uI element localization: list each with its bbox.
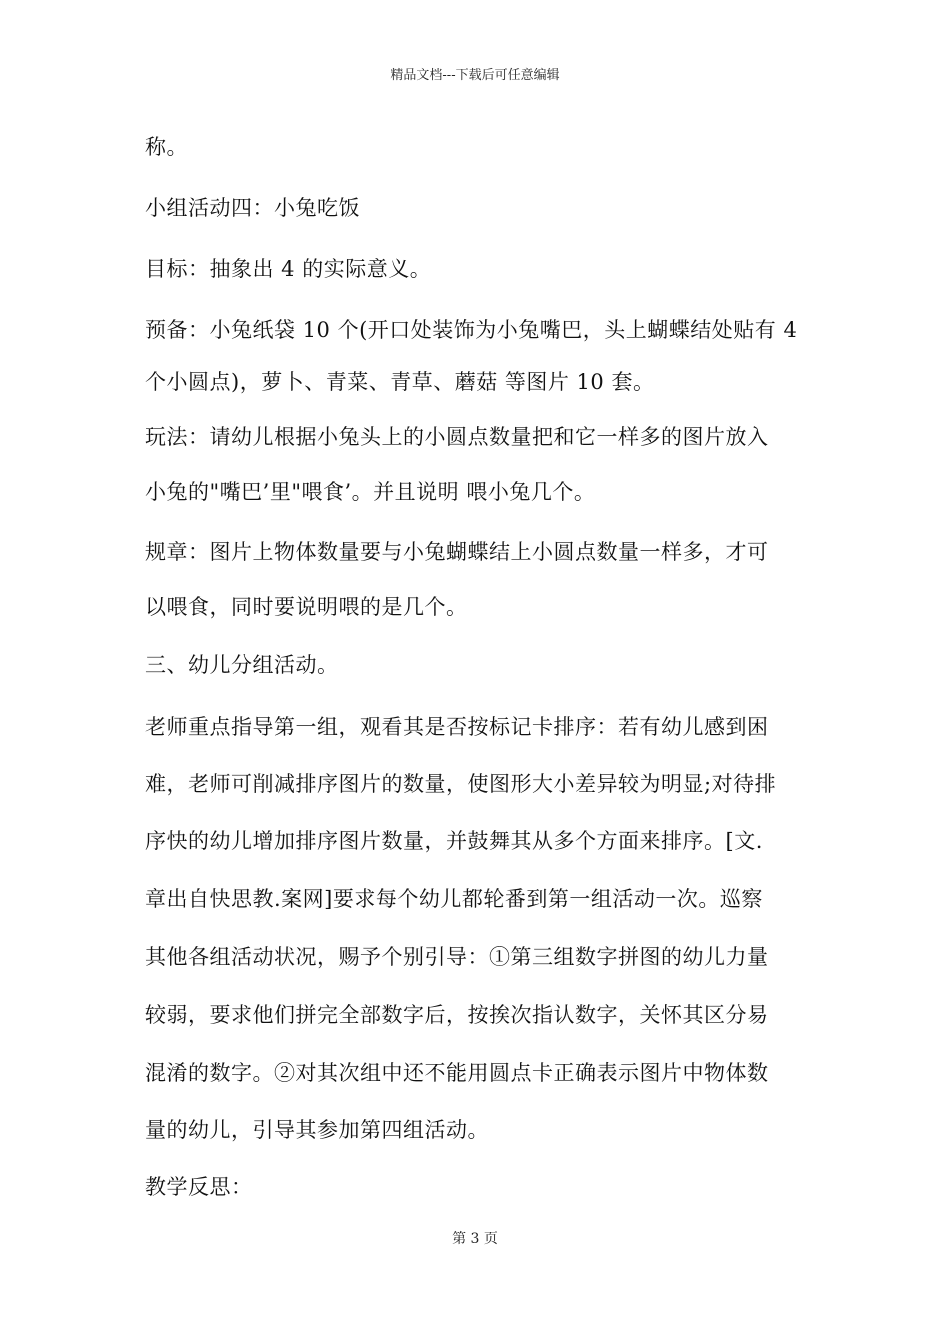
text-line: 玩法：请幼儿根据小兔头上的小圆点数量把和它一样多的图片放入: [145, 425, 769, 449]
text-line: 老师重点指导第一组，观看其是否按标记卡排序：若有幼儿感到困: [145, 715, 769, 739]
text-line: 章出自快思教.案网]要求每个幼儿都轮番到第一组活动一次。巡察: [145, 887, 763, 911]
text-line: 序快的幼儿增加排序图片数量，并鼓舞其从多个方面来排序。[文.: [145, 829, 763, 853]
text-line: 小组活动四：小兔吃饭: [145, 196, 360, 220]
text-line: 小兔的"嘴巴’里"喂食’。并且说明 喂小兔几个。: [145, 480, 596, 504]
text-line: 其他各组活动状况，赐予个别引导：①第三组数字拼图的幼儿力量: [145, 945, 769, 969]
text-line: 称。: [145, 135, 188, 159]
page-number: 第 3 页: [452, 1231, 498, 1247]
text-line: 混淆的数字。②对其次组中还不能用圆点卡正确表示图片中物体数: [145, 1061, 769, 1085]
text-line: 规章：图片上物体数量要与小兔蝴蝶结上小圆点数量一样多，才可: [145, 540, 769, 564]
text-line: 预备：小兔纸袋 10 个(开口处装饰为小兔嘴巴，头上蝴蝶结处贴有 4: [145, 318, 798, 342]
text-line: 较弱，要求他们拼完全部数字后，按挨次指认数字，关怀其区分易: [145, 1003, 769, 1027]
text-line: 三、幼儿分组活动。: [145, 653, 339, 677]
text-line: 目标：抽象出 4 的实际意义。: [145, 257, 432, 281]
text-line: 教学反思：: [145, 1175, 253, 1199]
text-line: 以喂食，同时要说明喂的是几个。: [145, 595, 468, 619]
page-header: 精品文档---下载后可任意编辑: [390, 68, 560, 83]
text-line: 个小圆点)，萝卜、青菜、青草、蘑菇 等图片 10 套。: [145, 370, 655, 394]
text-line: 量的幼儿，引导其参加第四组活动。: [145, 1118, 489, 1142]
text-line: 难，老师可削减排序图片的数量，使图形大小差异较为明显;对待排: [145, 772, 777, 796]
